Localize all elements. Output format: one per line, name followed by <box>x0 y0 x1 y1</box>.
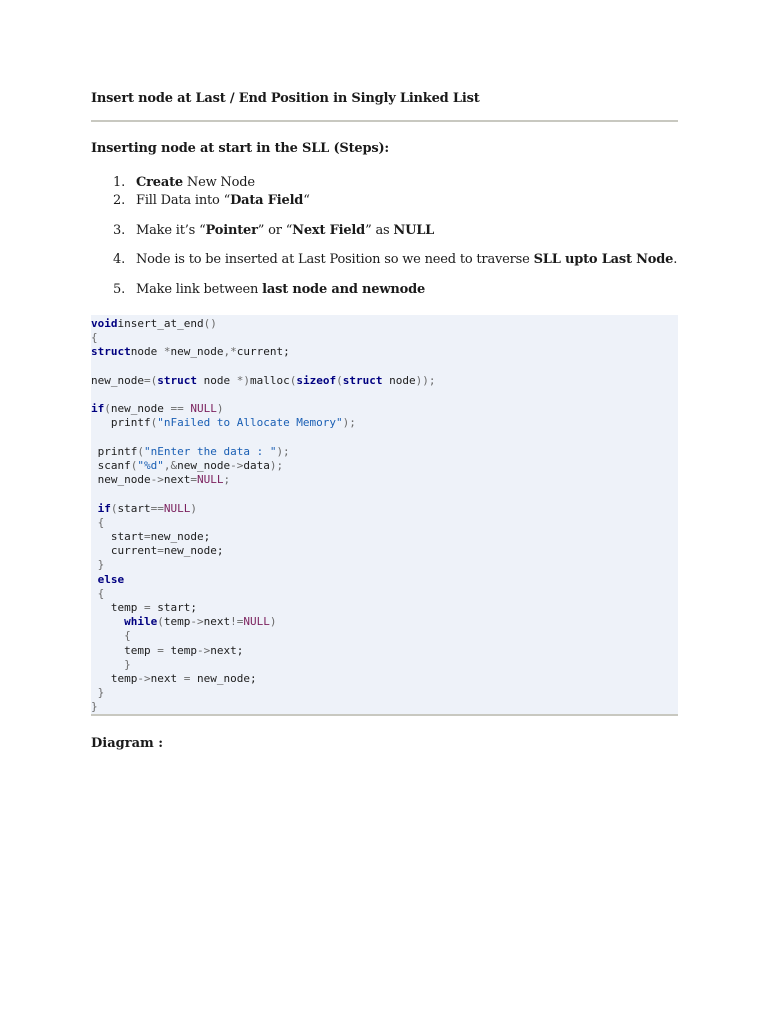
page-title: Insert node at Last / End Position in Singly Linked List <box>91 91 480 106</box>
code-token: } <box>97 558 105 572</box>
code-token: { <box>97 586 105 600</box>
code-token <box>91 558 98 571</box>
step-item <box>113 282 425 297</box>
code-token: new_node <box>110 402 171 416</box>
code-line <box>91 672 257 686</box>
code-line <box>91 516 104 530</box>
code-token: "nFailed to Allocate Memory" <box>157 416 343 430</box>
code-line <box>91 317 217 331</box>
code-token: struct <box>157 373 197 387</box>
step-text: Node is to be inserted at Last Position so we need to traverse <box>136 252 534 267</box>
code-token: ( <box>110 501 118 515</box>
code-token: ( <box>150 416 158 430</box>
code-token: start; <box>150 601 197 614</box>
diagram-heading: Diagram : <box>91 736 164 751</box>
code-token: if <box>97 501 111 515</box>
code-token <box>91 629 124 642</box>
code-token: new_node <box>170 345 224 359</box>
code-line <box>91 544 223 558</box>
code-token: current; <box>236 345 290 359</box>
code-token: node <box>196 373 237 387</box>
code-token: () <box>203 317 217 330</box>
code-token: node <box>130 345 164 359</box>
code-token: ) <box>190 501 197 515</box>
code-token: data <box>243 459 270 472</box>
step-text: Make link between <box>136 282 263 297</box>
code-token: -> <box>190 615 204 629</box>
code-token: NULL <box>190 402 217 416</box>
code-token: ); <box>269 459 284 472</box>
step-item <box>113 223 434 238</box>
code-token <box>91 573 98 586</box>
code-token: { <box>97 515 105 529</box>
code-token: { <box>91 331 98 345</box>
code-token: new_node; <box>163 544 224 558</box>
step-emphasis: SLL upto Last Node <box>533 252 674 267</box>
code-token <box>91 615 124 628</box>
code-token: void <box>91 317 118 330</box>
code-token: ( <box>157 615 164 629</box>
step-text: Fill Data into “ <box>136 193 231 208</box>
code-line <box>91 345 290 359</box>
step-text: Make it’s “ <box>136 223 206 238</box>
code-token: new_node <box>177 459 231 472</box>
code-token: = <box>157 643 164 657</box>
code-token: -> <box>150 473 164 487</box>
code-token: ,& <box>163 459 178 472</box>
code-token: temp <box>163 615 191 629</box>
code-line <box>91 374 435 388</box>
code-token: new_node <box>91 373 144 387</box>
code-line <box>91 700 98 714</box>
code-line <box>91 558 104 572</box>
step-text: “ <box>303 193 310 208</box>
code-token: } <box>124 657 131 671</box>
code-token: -> <box>196 643 211 657</box>
code-line <box>91 658 131 672</box>
step-emphasis: last node and newnode <box>262 282 426 297</box>
step-emphasis: Next Field <box>292 223 366 238</box>
step-text: ” as <box>365 223 394 238</box>
code-token: -> <box>137 672 151 685</box>
step-item <box>113 193 310 208</box>
step-emphasis: Create <box>136 175 183 190</box>
code-token: ; <box>223 473 231 487</box>
step-number: 3. <box>113 223 126 238</box>
code-token <box>91 502 98 515</box>
step-emphasis: Data Field <box>230 193 304 208</box>
code-token: "%d" <box>137 459 164 472</box>
code-token: insert_at_end <box>117 317 204 330</box>
code-token: temp <box>91 672 138 685</box>
code-token <box>91 686 98 699</box>
code-token: -> <box>230 459 244 472</box>
code-token: = <box>143 530 151 543</box>
code-token: printf <box>91 444 138 458</box>
step-emphasis: NULL <box>393 223 435 238</box>
code-line <box>91 473 230 487</box>
code-line <box>91 686 104 700</box>
step-number: 1. <box>113 175 126 190</box>
code-token: "nEnter the data : " <box>143 444 277 458</box>
code-token: = <box>157 544 164 558</box>
code-token: NULL <box>196 473 224 487</box>
code-token: struct <box>342 373 383 387</box>
code-token: new_node <box>91 473 151 487</box>
code-line <box>91 629 131 643</box>
code-token <box>91 516 98 529</box>
code-token: , <box>223 345 231 359</box>
code-token: ); <box>342 416 356 430</box>
code-token: ( <box>137 444 144 458</box>
step-item <box>113 252 677 267</box>
code-line <box>91 644 243 658</box>
step-text: New Node <box>182 175 255 190</box>
code-token: { <box>124 629 131 643</box>
code-token: = <box>183 672 191 685</box>
title-divider <box>91 120 678 122</box>
code-token: printf <box>91 416 151 430</box>
code-token: temp <box>91 601 144 614</box>
code-token: if <box>91 402 105 416</box>
code-token: else <box>97 572 125 586</box>
code-line <box>91 331 98 345</box>
step-number: 2. <box>113 193 126 208</box>
code-token: scanf <box>91 459 131 472</box>
code-token: new_node; <box>150 530 211 543</box>
code-line <box>91 445 290 459</box>
code-token: ) <box>216 402 224 416</box>
code-token: ( <box>104 402 111 416</box>
code-token: * <box>230 345 237 359</box>
code-token: while <box>124 615 158 629</box>
code-token: != <box>230 615 244 629</box>
step-number: 5. <box>113 282 126 297</box>
code-line <box>91 573 124 587</box>
step-text: ” or “ <box>257 223 293 238</box>
code-token: sizeof <box>296 373 337 387</box>
code-token: node <box>382 373 416 387</box>
code-token: = <box>190 473 197 487</box>
code-token: ( <box>130 459 138 472</box>
code-token <box>91 587 98 600</box>
code-token: =( <box>143 373 158 387</box>
code-token: next <box>163 473 191 487</box>
code-token: ) <box>269 615 277 629</box>
code-token: == <box>150 501 164 515</box>
code-token: ( <box>289 373 297 387</box>
code-line <box>91 530 210 544</box>
code-token: malloc <box>249 373 290 387</box>
code-block <box>91 315 678 716</box>
code-token: *) <box>236 373 250 387</box>
code-line <box>91 416 356 430</box>
code-token: = <box>143 601 151 614</box>
code-token: start <box>91 530 144 543</box>
code-line <box>91 402 223 416</box>
code-line <box>91 601 197 615</box>
code-token: next <box>150 672 184 685</box>
code-token: struct <box>91 345 131 359</box>
code-token <box>91 658 124 671</box>
step-text: . <box>673 252 678 267</box>
code-line <box>91 502 197 516</box>
code-line <box>91 459 283 473</box>
code-token: next <box>203 615 231 629</box>
code-token: start <box>117 501 151 515</box>
code-token: ( <box>336 373 343 387</box>
code-token: temp <box>163 643 197 657</box>
step-number: 4. <box>113 252 126 267</box>
code-token: } <box>97 686 105 700</box>
code-token: new_node; <box>190 672 257 685</box>
step-item <box>113 175 255 190</box>
step-emphasis: Pointer <box>205 223 258 238</box>
code-token: * <box>163 345 171 359</box>
code-token: temp <box>91 643 158 657</box>
code-token: )); <box>415 373 436 387</box>
code-token: next; <box>210 643 244 657</box>
code-token: } <box>91 700 98 714</box>
code-token: NULL <box>163 501 191 515</box>
code-token: NULL <box>243 615 270 629</box>
code-line <box>91 615 277 629</box>
code-token: current <box>91 544 158 558</box>
code-line <box>91 587 104 601</box>
steps-heading: Inserting node at start in the SLL (Steps): <box>91 141 390 156</box>
code-token: == <box>170 402 184 416</box>
code-token: ); <box>276 444 290 458</box>
